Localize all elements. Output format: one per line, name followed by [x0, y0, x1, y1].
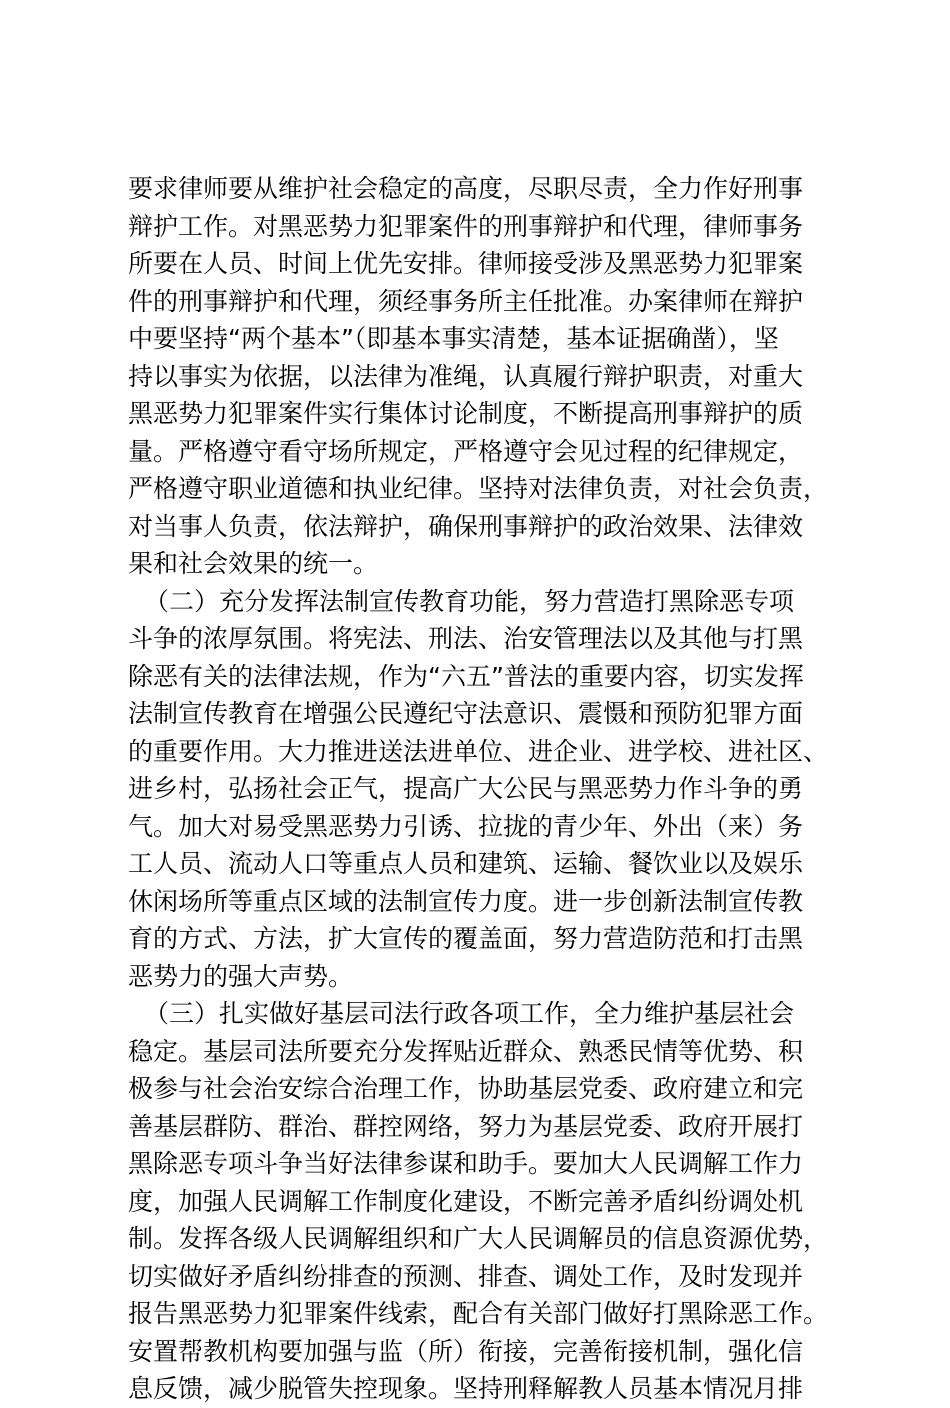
text-line: 极参与社会治安综合治理工作，协助基层党委、政府建立和完	[128, 1074, 804, 1103]
text-line: 安置帮教机构要加强与监（所）衔接，完善衔接机制，强化信	[128, 1336, 804, 1366]
text-line: 善基层群防、群治、群控网络，努力为基层党委、政府开展打	[128, 1111, 804, 1141]
text-line: 严格遵守职业道德和执业纪律。坚持对法律负责，对社会负责，	[128, 474, 829, 503]
text-line: 工人员、流动人口等重点人员和建筑、运输、餐饮业以及娱乐	[128, 849, 804, 878]
text-line: 制。发挥各级人民调解组织和广大人民调解员的信息资源优势，	[128, 1224, 829, 1253]
text-line: 件的刑事辩护和代理，须经事务所主任批准。办案律师在辩护	[128, 286, 804, 316]
text-line: 休闲场所等重点区域的法制宣传力度。进一步创新法制宣传教	[128, 886, 804, 916]
text-line: 的重要作用。大力推进送法进单位、进企业、进学校、进社区、	[128, 736, 829, 766]
text-line: 息反馈，减少脱管失控现象。坚持刑释解教人员基本情况月排	[128, 1374, 804, 1403]
section-heading-line: （二）充分发挥法制宣传教育功能，努力营造打黑除恶专项	[144, 586, 795, 616]
text-line: 切实做好矛盾纠纷排查的预测、排查、调处工作，及时发现并	[128, 1261, 804, 1291]
text-line: 恶势力的强大声势。	[128, 961, 354, 991]
text-line: 要求律师要从维护社会稳定的高度，尽职尽责，全力作好刑事	[128, 174, 804, 203]
text-line: 果和社会效果的统一。	[128, 549, 379, 578]
text-line: 持以事实为依据，以法律为准绳，认真履行辩护职责，对重大	[128, 361, 804, 391]
text-line: 除恶有关的法律法规，作为“六五”普法的重要内容，切实发挥	[128, 661, 804, 691]
section-heading-line: （三）扎实做好基层司法行政各项工作，全力维护基层社会	[144, 999, 795, 1028]
text-line: 中要坚持“两个基本”（即基本事实清楚，基本证据确凿），坚	[128, 324, 779, 353]
text-line: 稳定。基层司法所要充分发挥贴近群众、熟悉民情等优势、积	[128, 1036, 804, 1066]
text-line: 育的方式、方法，扩大宣传的覆盖面，努力营造防范和打击黑	[128, 924, 804, 953]
text-line: 黑除恶专项斗争当好法律参谋和助手。要加大人民调解工作力	[128, 1149, 804, 1178]
text-line: 辩护工作。对黑恶势力犯罪案件的刑事辩护和代理，律师事务	[128, 211, 804, 241]
text-line: 法制宣传教育在增强公民遵纪守法意识、震慑和预防犯罪方面	[128, 699, 804, 728]
text-line: 气。加大对易受黑恶势力引诱、拉拢的青少年、外出（来）务	[128, 811, 804, 841]
text-line: 对当事人负责，依法辩护，确保刑事辩护的政治效果、法律效	[128, 511, 804, 541]
text-line: 所要在人员、时间上优先安排。律师接受涉及黑恶势力犯罪案	[128, 249, 804, 278]
text-line: 度，加强人民调解工作制度化建设，不断完善矛盾纠纷调处机	[128, 1186, 804, 1216]
text-line: 黑恶势力犯罪案件实行集体讨论制度，不断提高刑事辩护的质	[128, 399, 804, 428]
text-line: 量。严格遵守看守场所规定，严格遵守会见过程的纪律规定，	[128, 436, 804, 466]
text-line: 进乡村，弘扬社会正气，提高广大公民与黑恶势力作斗争的勇	[128, 774, 804, 803]
text-line: 斗争的浓厚氛围。将宪法、刑法、治安管理法以及其他与打黑	[128, 624, 804, 653]
text-line: 报告黑恶势力犯罪案件线索，配合有关部门做好打黑除恶工作。	[128, 1299, 829, 1328]
body-text	[128, 170, 828, 1408]
